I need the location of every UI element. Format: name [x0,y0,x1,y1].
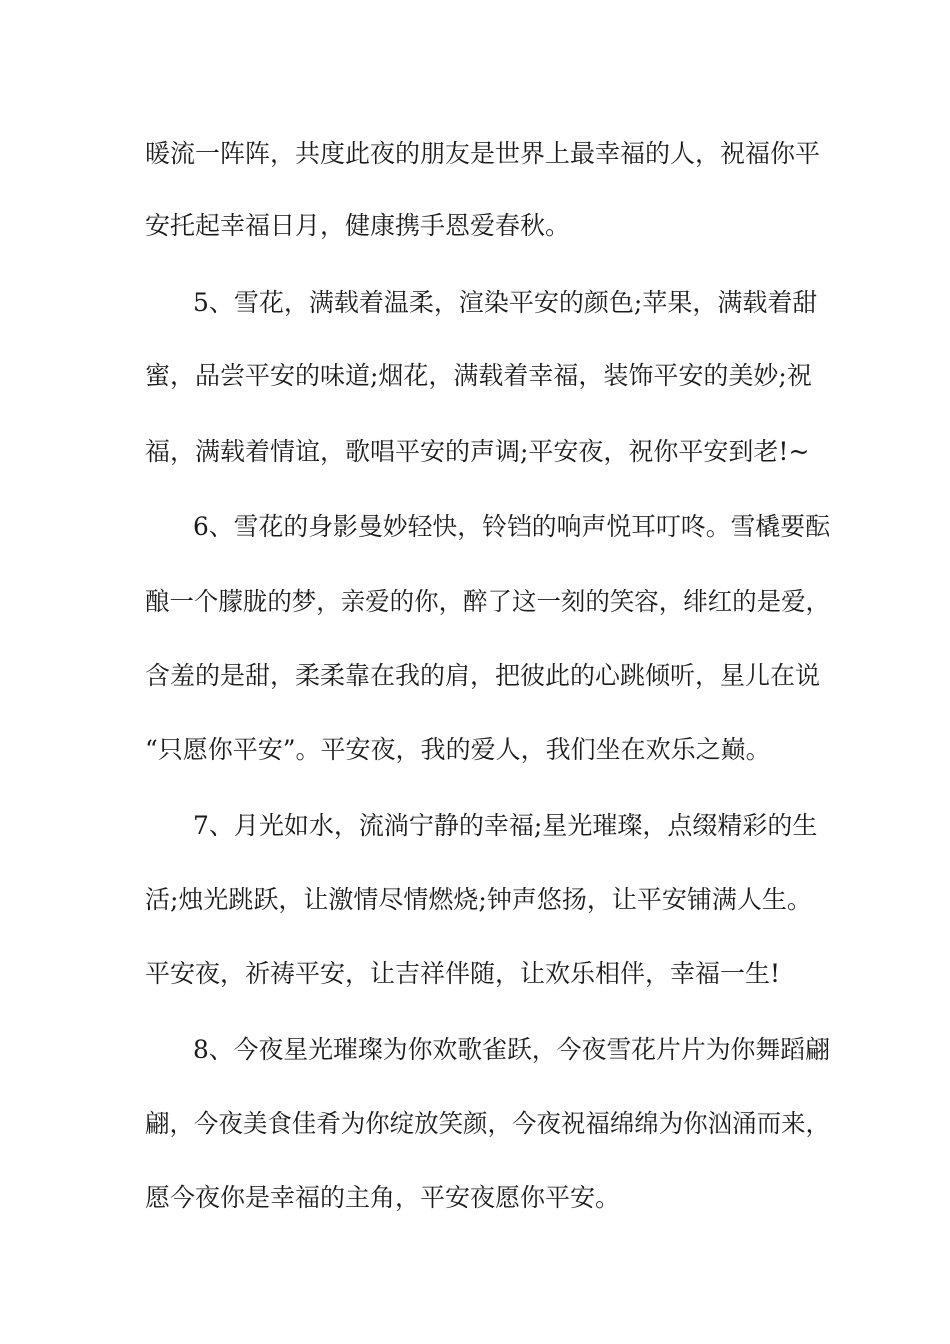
text-line: 蜜，品尝平安的味道;烟花，满载着幸福，装饰平安的美妙;祝 [145,361,812,390]
text-line: 安托起幸福日月，健康携手恩爱春秋。 [145,211,571,240]
text-line: “只愿你平安”。平安夜，我的爱人，我们坐在欢乐之巅。 [145,735,771,764]
paragraph-start-line: 8、今夜星光璀璨为你欢歌雀跃，今夜雪花片片为你舞蹈翩 [193,1035,830,1064]
text-line: 活;烛光跳跃，让激情尽情燃烧;钟声悠扬，让平安铺满人生。 [145,885,812,914]
text-line: 翩，今夜美食佳肴为你绽放笑颜，今夜祝福绵绵为你汹涌而来， [145,1109,831,1138]
text-line: 愿今夜你是幸福的主角，平安夜愿你平安。 [145,1183,621,1212]
text-line: 福，满载着情谊，歌唱平安的声调;平安夜，祝你平安到老!~ [145,437,810,466]
paragraph-start-line: 5、雪花，满载着温柔，渲染平安的颜色;苹果，满载着甜 [193,288,818,317]
text-line: 含羞的是甜，柔柔靠在我的肩，把彼此的心跳倾听，星儿在说 [145,661,821,690]
text-line: 酿一个朦胧的梦，亲爱的你，醉了这一刻的笑容，绯红的是爱， [145,587,831,616]
paragraph-start-line: 6、雪花的身影曼妙轻快，铃铛的响声悦耳叮咚。雪橇要酝 [193,512,830,541]
text-line: 暖流一阵阵，共度此夜的朋友是世界上最幸福的人，祝福你平 [145,139,821,168]
text-line: 平安夜，祈祷平安，让吉祥伴随，让欢乐相伴，幸福一生! [145,959,781,988]
paragraph-start-line: 7、月光如水，流淌宁静的幸福;星光璀璨，点缀精彩的生 [193,811,818,840]
